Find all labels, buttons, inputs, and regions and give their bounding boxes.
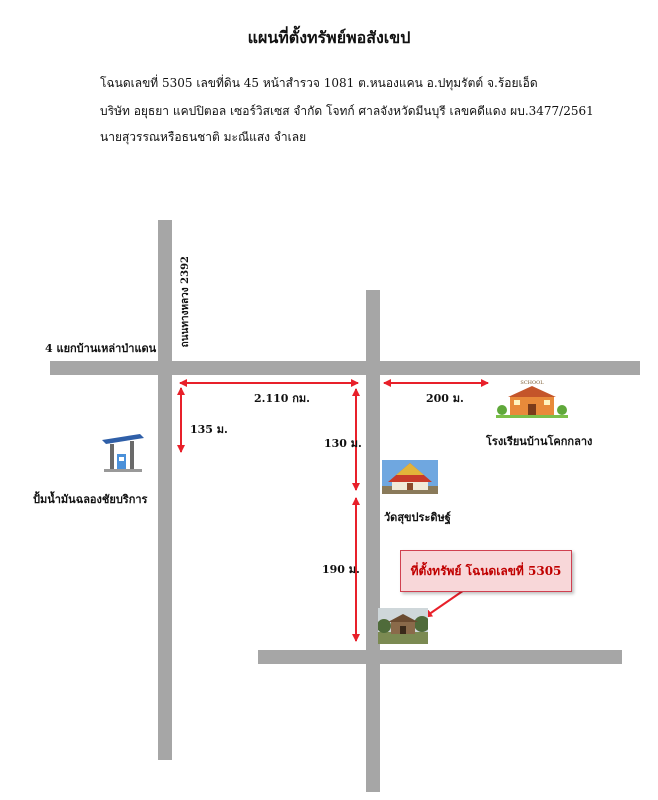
school-icon (496, 378, 568, 418)
deed-info-line: โฉนดเลขที่ 5305 เลขที่ดิน 45 หน้าสำรวจ 1081 ต.หนองแคน อ.ปทุมรัตต์ จ.ร้อยเอ็ด (100, 76, 538, 90)
gas-station-label: ปั้มน้ำมันฉลองชัยบริการ (33, 493, 148, 506)
defendant-line: นายสุวรรณหรือธนชาติ มะณีแสง จำเลย (100, 130, 307, 144)
distance-190-label: 190 ม. (322, 563, 360, 576)
highway-2392-label: ถนนทางหลวง 2392 (180, 256, 191, 348)
distance-200-label: 200 ม. (426, 392, 464, 405)
case-info-line: บริษัท อยุธยา แคปปิตอล เซอร์วิสเซส จำกัด โจทก์ ศาลจังหวัดมีนบุรี เลขคดีแดง ผบ.3477/2561 (100, 104, 594, 118)
distance-130-label: 130 ม. (324, 437, 362, 450)
gas-station-icon (100, 432, 146, 472)
temple-icon (382, 460, 438, 494)
distance-2110-label: 2.110 กม. (254, 392, 311, 405)
temple-label: วัดสุขประดิษฐ์ (384, 511, 451, 524)
map-title: แผนที่ตั้งทรัพย์พอสังเขป (247, 28, 411, 47)
junction-label: 4 แยกบ้านเหล่าป่าแดน (45, 342, 157, 355)
distance-135-label: 135 ม. (190, 423, 228, 436)
school-label: โรงเรียนบ้านโคกกลาง (486, 435, 593, 448)
school-sign: SCHOOL (520, 380, 544, 386)
property-photo (378, 608, 428, 644)
property-callout: ที่ตั้งทรัพย์ โฉนดเลขที่ 5305 (400, 550, 572, 592)
